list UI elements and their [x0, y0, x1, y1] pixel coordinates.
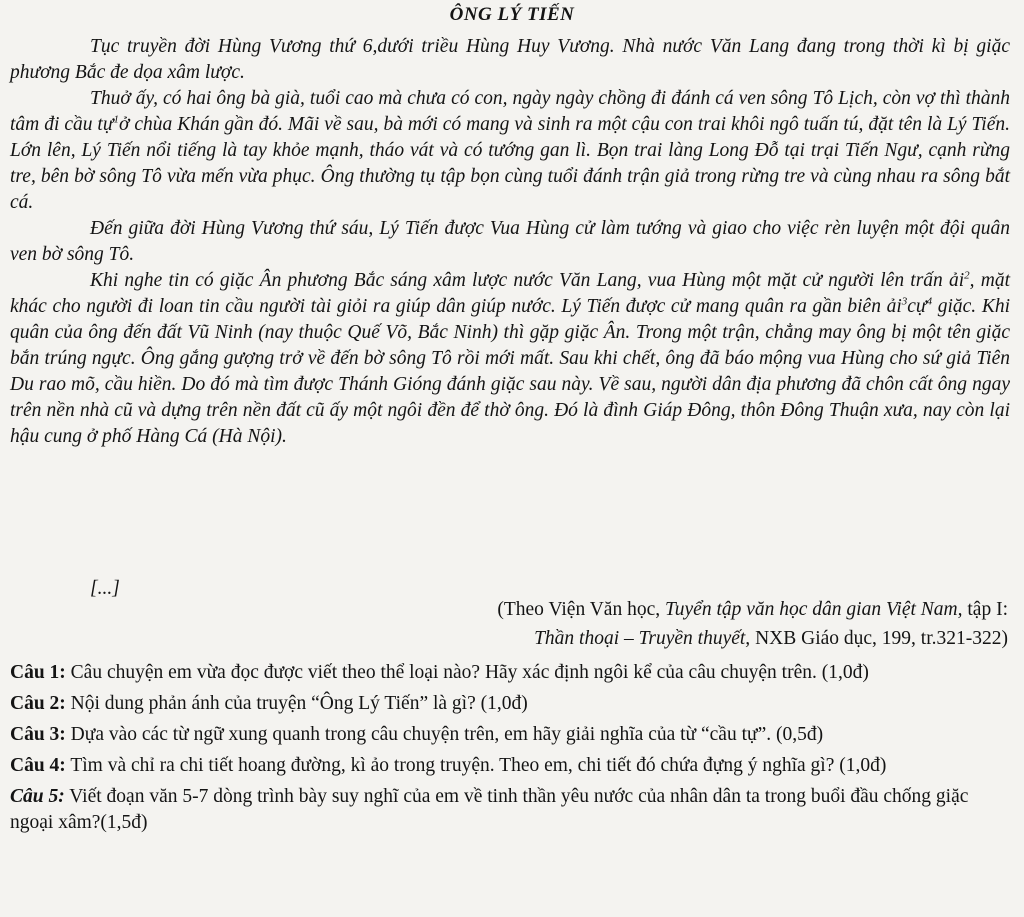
- paragraph-2: [10, 86, 1010, 216]
- question-2: [10, 691, 1010, 717]
- citation-line-1: [248, 595, 1008, 624]
- question-2-text: Nội dung phản ánh của truyện “Ông Lý Tiến” là gì? (1,0đ): [65, 693, 528, 714]
- question-3-label: Câu 3:: [10, 724, 66, 745]
- paragraph-4-part-b: , mặt khác cho người đi loan tin cầu người tài giỏi ra giúp dân giúp nước. Lý Tiến được cử mang quân ra gần biên ải: [10, 270, 1011, 317]
- question-list: [10, 660, 1010, 841]
- question-1-text: Câu chuyện em vừa đọc được viết theo thể loại nào? Hãy xác định ngôi kể của câu chuyện trên. (1,0đ): [65, 662, 869, 683]
- story-body: [10, 34, 1010, 450]
- question-2-label: Câu 2:: [10, 693, 66, 714]
- citation-publisher: NXB Giáo dục, 199, tr.321-322): [750, 628, 1008, 649]
- footnote-marker-2: 2: [964, 269, 970, 282]
- question-5: [10, 784, 1010, 836]
- question-4-text: Tìm và chỉ ra chi tiết hoang đường, kì ảo trong truyện. Theo em, chi tiết đó chứa đựng ý nghĩa gì? (1,0đ): [65, 755, 887, 776]
- paragraph-1: Tục truyền đời Hùng Vương thứ 6,dưới triều Hùng Huy Vương. Nhà nước Văn Lang đang trong thời kì bị giặc phương Bắc đe dọa xâm lược.: [10, 36, 1010, 83]
- source-citation: [248, 595, 1008, 653]
- paragraph-3: Đến giữa đời Hùng Vương thứ sáu, Lý Tiến được Vua Hùng cử làm tướng và giao cho việc rèn luyện một đội quân ven bờ sông Tô.: [10, 218, 1010, 265]
- paragraph-4-part-c: cự: [907, 296, 927, 317]
- footnote-marker-1: 1: [113, 113, 119, 126]
- paragraph-2-part-a: Thuở ấy, có hai ông bà già, tuổi cao mà chưa có con, ngày ngày chồng đi đánh cá ven sông Tô Lịch, còn vợ thì thành tâm đi cầu tự: [10, 88, 1010, 135]
- question-5-text: Viết đoạn văn 5-7 dòng trình bày suy nghĩ của em về tinh thần yêu nước của nhân dân ta trong buổi đầu chống giặc ngoại xâm?(1,5đ): [10, 786, 969, 833]
- paragraph-2-part-b: ở chùa Khán gần đó. Mãi về sau, bà mới có mang và sinh ra một cậu con trai khôi ngô tuấn tú, đặt tên là Lý Tiến. Lớn lên, Lý Tiến nổi tiếng là tay khỏe mạnh, tháo vát và có tướng gan lì. Bọn trai làng Long Đỗ tại trại Tiến Ngư, cạnh rừng tre, bên bờ sông Tô vừa mến vừa phục. Ông thường tụ tập bọn cùng tuổi đánh trận giả trong rừng tre và cùng nhau ra sông bắt cá.: [10, 114, 1010, 213]
- citation-subtitle: Thần thoại – Truyền thuyết,: [534, 628, 751, 649]
- story-title: ÔNG LÝ TIẾN: [449, 4, 575, 25]
- question-4: [10, 753, 1010, 779]
- citation-line-2: [248, 624, 1008, 653]
- question-4-label: Câu 4:: [10, 755, 66, 776]
- citation-prefix: (Theo Viện Văn học,: [497, 599, 665, 620]
- question-5-label: Câu 5:: [10, 786, 65, 807]
- citation-book-title: Tuyển tập văn học dân gian Việt Nam,: [664, 599, 963, 620]
- question-3-text: Dựa vào các từ ngữ xung quanh trong câu chuyện trên, em hãy giải nghĩa của từ “cầu tự”. (0,5đ): [65, 724, 824, 745]
- question-1: [10, 660, 1010, 686]
- paragraph-4-part-d: giặc. Khi quân của ông đến đất Vũ Ninh (nay thuộc Quế Võ, Bắc Ninh) thì gặp giặc Ân. Trong một trận, chẳng may ông bị một tên giặc bắn trúng ngực. Ông gắng gượng trở về đến bờ sông Tô rồi mới mất. Sau khi chết, ông đã báo mộng vua Hùng cho sứ giả Tiên Du rao mõ, cầu hiền. Do đó mà tìm được Thánh Gióng đánh giặc sau này. Về sau, người dân địa phương đã chôn cất ông ngay trên nền nhà cũ và dựng trên nền đất cũ ấy một ngôi đền để thờ ông. Đó là đình Giáp Đông, thôn Đông Thuận xưa, nay còn lại hậu cung ở phố Hàng Cá (Hà Nội).: [10, 296, 1011, 447]
- question-3: [10, 722, 1010, 748]
- footnote-marker-4: 4: [926, 295, 933, 308]
- footnote-marker-3: 3: [901, 295, 908, 308]
- question-1-label: Câu 1:: [10, 662, 66, 683]
- paragraph-4: [10, 268, 1010, 450]
- citation-volume: tập I:: [962, 599, 1008, 620]
- omission-marker: [...]: [90, 578, 120, 599]
- paragraph-4-part-a: Khi nghe tin có giặc Ân phương Bắc sáng xâm lược nước Văn Lang, vua Hùng một mặt cử người lên trấn ải: [90, 270, 965, 291]
